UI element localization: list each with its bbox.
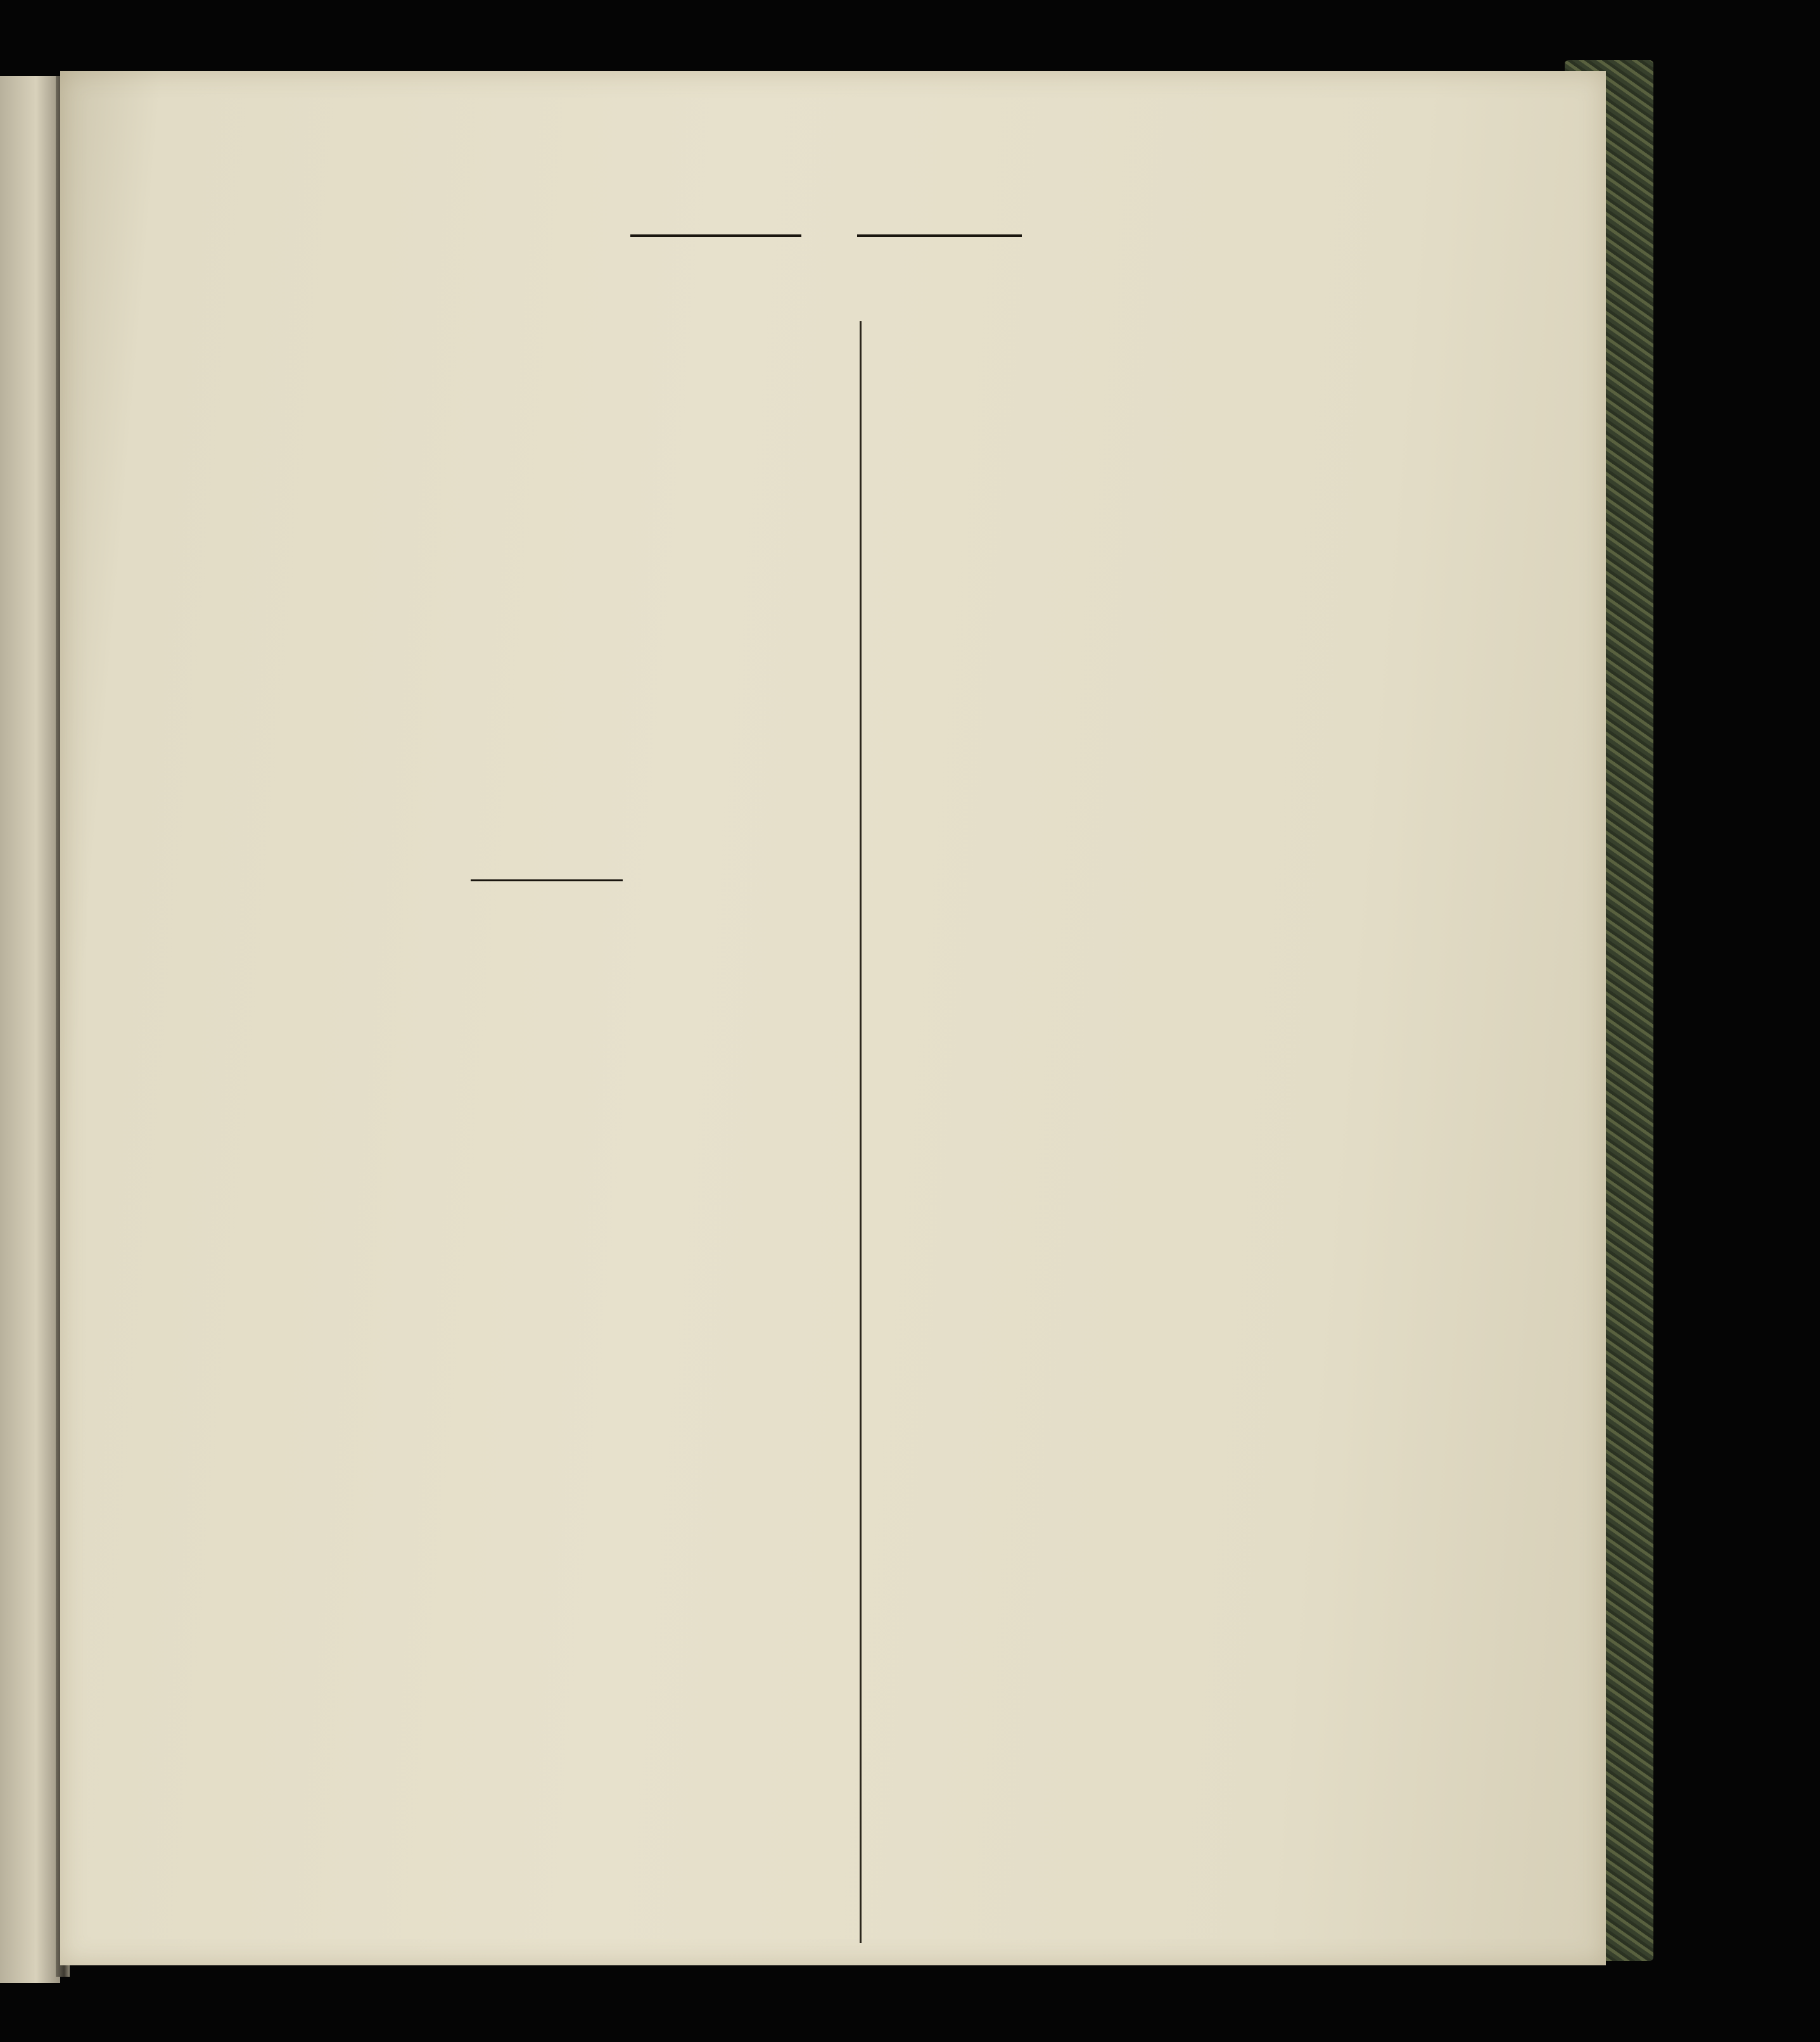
header-rule-right	[857, 234, 1022, 237]
book-page	[60, 71, 1606, 1965]
section-divider	[471, 879, 623, 881]
facing-page-edge	[0, 76, 60, 1983]
header-rule-left	[630, 234, 801, 237]
column-rule	[860, 321, 862, 1943]
